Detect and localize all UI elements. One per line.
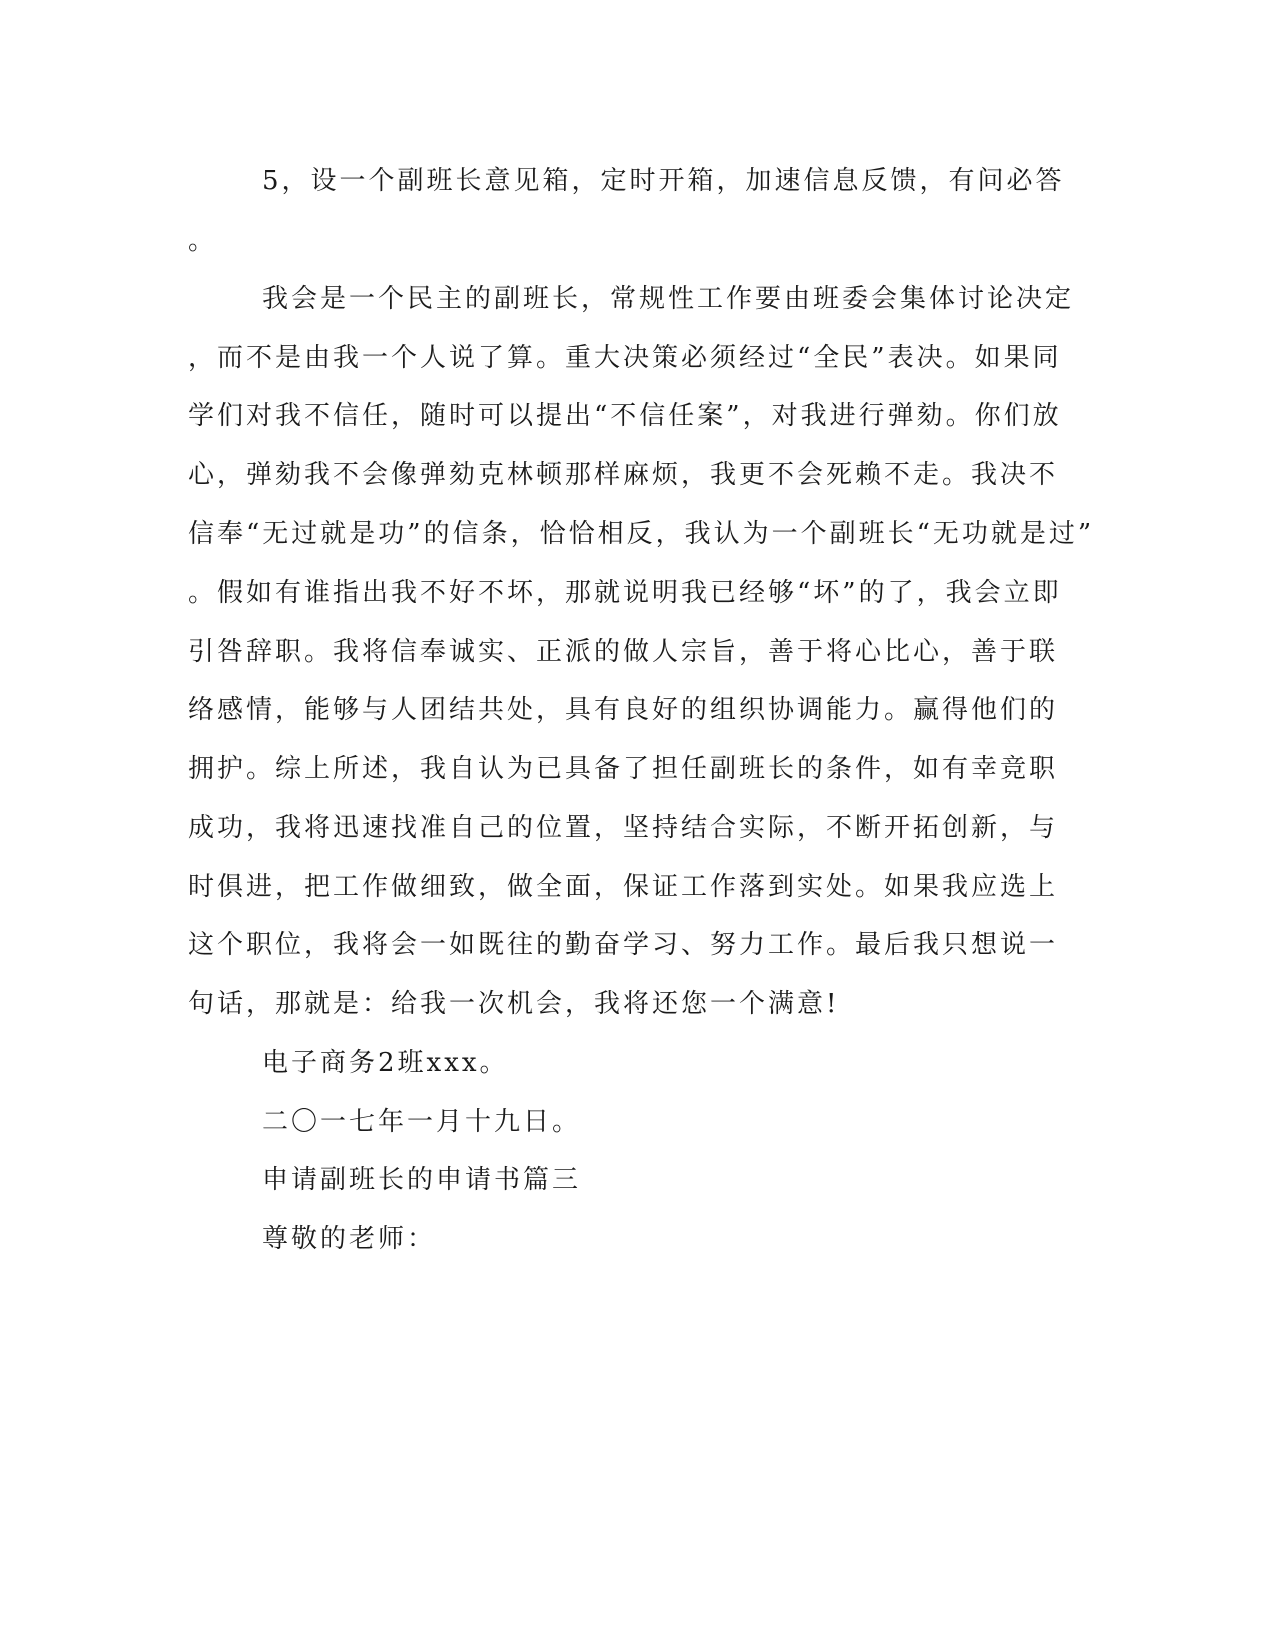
paragraph-line: 学们对我不信任，随时可以提出“不信任案”，对我进行弹劾。你们放 bbox=[188, 401, 1062, 431]
salutation-line: 尊敬的老师： bbox=[262, 1224, 437, 1254]
paragraph-line: 5，设一个副班长意见箱，定时开箱，加速信息反馈，有问必答 bbox=[262, 166, 1065, 196]
paragraph-line: 时俱进，把工作做细致，做全面，保证工作落到实处。如果我应选上 bbox=[188, 872, 1059, 902]
signature-line: 电子商务2班xxx。 bbox=[262, 1048, 509, 1078]
paragraph-line: 拥护。综上所述，我自认为已具备了担任副班长的条件，如有幸竞职 bbox=[188, 754, 1059, 784]
paragraph-line: 成功，我将迅速找准自己的位置，坚持结合实际，不断开拓创新，与 bbox=[188, 813, 1059, 843]
section-title: 申请副班长的申请书篇三 bbox=[262, 1165, 582, 1195]
paragraph-line: 心，弹劾我不会像弹劾克林顿那样麻烦，我更不会死赖不走。我决不 bbox=[188, 460, 1059, 490]
paragraph-line: 引咎辞职。我将信奉诚实、正派的做人宗旨，善于将心比心，善于联 bbox=[188, 637, 1059, 667]
paragraph-line: 络感情，能够与人团结共处，具有良好的组织协调能力。赢得他们的 bbox=[188, 695, 1059, 725]
paragraph-line: 这个职位，我将会一如既往的勤奋学习、努力工作。最后我只想说一 bbox=[188, 930, 1059, 960]
paragraph-line: 。假如有谁指出我不好不坏，那就说明我已经够“坏”的了，我会立即 bbox=[188, 578, 1062, 608]
paragraph-line: 信奉“无过就是功”的信条，恰恰相反，我认为一个副班长“无功就是过” bbox=[188, 519, 1095, 549]
date-line: 二〇一七年一月十九日。 bbox=[262, 1107, 582, 1137]
paragraph-line: 句话，那就是：给我一次机会，我将还您一个满意! bbox=[188, 989, 840, 1019]
paragraph-line: 我会是一个民主的副班长，常规性工作要由班委会集体讨论决定 bbox=[262, 284, 1075, 314]
paragraph-line: ，而不是由我一个人说了算。重大决策必须经过“全民”表决。如果同 bbox=[188, 343, 1062, 373]
paragraph-line: 。 bbox=[188, 226, 218, 256]
